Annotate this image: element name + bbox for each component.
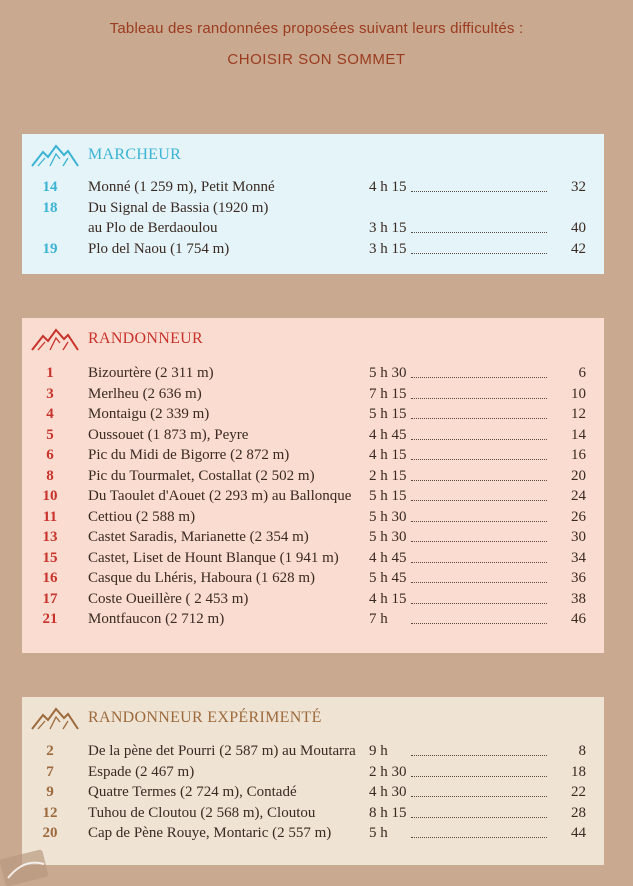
route-row <box>22 404 604 425</box>
route-name: Espade (2 467 m) <box>88 763 195 780</box>
route-number: 4 <box>46 406 54 422</box>
route-duration: 5 h 45 <box>369 570 407 586</box>
dot-leader <box>411 500 547 501</box>
page-title: CHOISIR SON SOMMET <box>227 51 406 68</box>
route-name: Castet Saradis, Marianette (2 354 m) <box>88 529 309 545</box>
route-name: Pic du Tourmalet, Costallat (2 502 m) <box>88 467 315 484</box>
route-page-number: 8 <box>578 743 586 759</box>
mountain-icon <box>30 326 80 352</box>
route-name: Tuhou de Cloutou (2 568 m), Cloutou <box>88 804 316 821</box>
route-duration: 4 h 45 <box>369 549 407 566</box>
route-page-number: 32 <box>571 179 586 195</box>
route-row <box>22 425 604 446</box>
dot-leader <box>411 439 547 440</box>
dot-leader <box>411 480 547 481</box>
route-row <box>22 363 604 384</box>
section-header <box>30 324 203 354</box>
route-duration: 4 h 15 <box>369 447 407 463</box>
route-row <box>22 803 604 824</box>
dot-leader <box>411 582 547 583</box>
route-name: Monné (1 259 m), Petit Monné <box>88 179 275 195</box>
route-number: 1 <box>46 365 54 381</box>
route-row <box>22 218 604 239</box>
route-row <box>22 507 604 528</box>
page-header <box>0 20 633 68</box>
route-name: Montaigu (2 339 m) <box>88 406 210 422</box>
route-page-number: 38 <box>571 590 586 607</box>
route-name: Bizourtère (2 311 m) <box>88 365 214 381</box>
route-page-number: 30 <box>571 529 586 545</box>
route-number: 6 <box>46 447 54 463</box>
route-duration: 7 h <box>369 611 388 627</box>
route-duration: 3 h 15 <box>369 220 407 236</box>
route-name: Plo del Naou (1 754 m) <box>88 240 230 257</box>
route-page-number: 28 <box>571 804 586 821</box>
publisher-logo-icon <box>0 848 52 886</box>
route-page-number: 40 <box>571 220 586 236</box>
route-page-number: 18 <box>571 763 586 780</box>
route-duration: 4 h 30 <box>369 784 407 800</box>
section-randonneur-experimente <box>22 697 604 865</box>
route-name: Coste Oueillère ( 2 453 m) <box>88 590 249 607</box>
section-title: RANDONNEUR <box>88 330 203 347</box>
route-name: Cettiou (2 588 m) <box>88 508 196 525</box>
route-number: 17 <box>42 590 58 607</box>
route-duration: 2 h 15 <box>369 467 407 484</box>
route-number: 3 <box>46 385 54 402</box>
route-page-number: 14 <box>571 426 586 443</box>
route-page-number: 24 <box>571 488 586 504</box>
route-number: 14 <box>42 179 58 195</box>
section-title: RANDONNEUR EXPÉRIMENTÉ <box>88 709 322 726</box>
route-page-number: 42 <box>571 240 586 257</box>
route-row <box>22 741 604 762</box>
dot-leader <box>411 398 547 399</box>
mountain-icon <box>30 142 80 168</box>
dot-leader <box>411 562 547 563</box>
route-name: Montfaucon (2 712 m) <box>88 611 225 627</box>
route-duration: 7 h 15 <box>369 385 407 402</box>
dot-leader <box>411 817 547 818</box>
route-number: 13 <box>42 529 58 545</box>
route-number: 9 <box>46 784 54 800</box>
route-name: Du Taoulet d'Aouet (2 293 m) au Ballonque <box>88 488 352 504</box>
route-name: Casque du Lhéris, Haboura (1 628 m) <box>88 570 316 586</box>
route-page-number: 12 <box>571 406 586 422</box>
route-page-number: 20 <box>571 467 586 484</box>
dot-leader <box>411 253 547 254</box>
route-page-number: 34 <box>571 549 586 566</box>
route-name: Pic du Midi de Bigorre (2 872 m) <box>88 447 290 463</box>
route-number: 7 <box>46 763 54 780</box>
route-page-number: 6 <box>578 365 586 381</box>
route-name: Cap de Pène Rouye, Montaric (2 557 m) <box>88 825 332 841</box>
route-row <box>22 486 604 507</box>
route-duration: 3 h 15 <box>369 240 407 257</box>
section-header <box>30 140 181 170</box>
route-list <box>22 177 604 259</box>
route-row <box>22 177 604 198</box>
route-name: De la pène det Pourri (2 587 m) au Moutarra <box>88 743 356 759</box>
dot-leader <box>411 837 547 838</box>
route-number: 19 <box>42 240 58 257</box>
route-row <box>22 548 604 569</box>
route-duration: 5 h 30 <box>369 529 407 545</box>
route-page-number: 16 <box>571 447 586 463</box>
route-row <box>22 762 604 783</box>
route-name: Quatre Termes (2 724 m), Contadé <box>88 784 297 800</box>
route-name: au Plo de Berdaoulou <box>88 220 218 236</box>
route-number: 21 <box>42 611 58 627</box>
dot-leader <box>411 459 547 460</box>
dot-leader <box>411 191 547 192</box>
route-row <box>22 466 604 487</box>
route-duration: 2 h 30 <box>369 763 407 780</box>
route-row <box>22 782 604 803</box>
route-number: 15 <box>42 549 58 566</box>
route-row <box>22 198 604 219</box>
route-name: Du Signal de Bassia (1920 m) <box>88 199 269 216</box>
route-duration: 5 h 15 <box>369 406 407 422</box>
route-name: Oussouet (1 873 m), Peyre <box>88 426 249 443</box>
route-duration: 5 h 30 <box>369 508 407 525</box>
route-row <box>22 445 604 466</box>
dot-leader <box>411 755 547 756</box>
route-list <box>22 741 604 844</box>
route-row <box>22 609 604 630</box>
route-list <box>22 363 604 630</box>
section-title: MARCHEUR <box>88 146 182 163</box>
route-page-number: 22 <box>571 784 586 800</box>
route-number: 8 <box>46 467 54 484</box>
dot-leader <box>411 623 547 624</box>
route-page-number: 26 <box>571 508 586 525</box>
route-duration: 4 h 15 <box>369 179 407 195</box>
route-row <box>22 823 604 844</box>
route-number: 18 <box>42 199 58 216</box>
dot-leader <box>411 603 547 604</box>
section-header <box>30 703 322 733</box>
route-page-number: 10 <box>571 385 586 402</box>
route-duration: 8 h 15 <box>369 804 407 821</box>
route-number: 12 <box>42 804 58 821</box>
route-name: Merlheu (2 636 m) <box>88 385 202 402</box>
page-subtitle: Tableau des randonnées proposées suivant leurs difficultés : <box>109 20 524 37</box>
route-name: Castet, Liset de Hount Blanque (1 941 m) <box>88 549 339 566</box>
mountain-icon <box>30 705 80 731</box>
section-marcheur <box>22 134 604 274</box>
route-row <box>22 239 604 260</box>
route-number: 11 <box>42 508 58 525</box>
dot-leader <box>411 521 547 522</box>
route-number: 5 <box>46 426 54 443</box>
route-row <box>22 527 604 548</box>
route-duration: 4 h 15 <box>369 590 407 607</box>
dot-leader <box>411 541 547 542</box>
route-row <box>22 384 604 405</box>
route-page-number: 44 <box>571 825 586 841</box>
route-row <box>22 589 604 610</box>
route-number: 2 <box>46 743 54 759</box>
dot-leader <box>411 776 547 777</box>
section-randonneur <box>22 318 604 653</box>
route-row <box>22 568 604 589</box>
route-number: 16 <box>42 570 58 586</box>
route-page-number: 46 <box>571 611 586 627</box>
dot-leader <box>411 232 547 233</box>
dot-leader <box>411 418 547 419</box>
route-page-number: 36 <box>571 570 586 586</box>
dot-leader <box>411 377 547 378</box>
route-duration: 9 h <box>369 743 388 759</box>
route-duration: 4 h 45 <box>369 426 407 443</box>
route-duration: 5 h <box>369 825 388 841</box>
route-duration: 5 h 15 <box>369 488 407 504</box>
route-duration: 5 h 30 <box>369 365 407 381</box>
route-number: 20 <box>42 825 58 841</box>
route-number: 10 <box>42 488 58 504</box>
dot-leader <box>411 796 547 797</box>
